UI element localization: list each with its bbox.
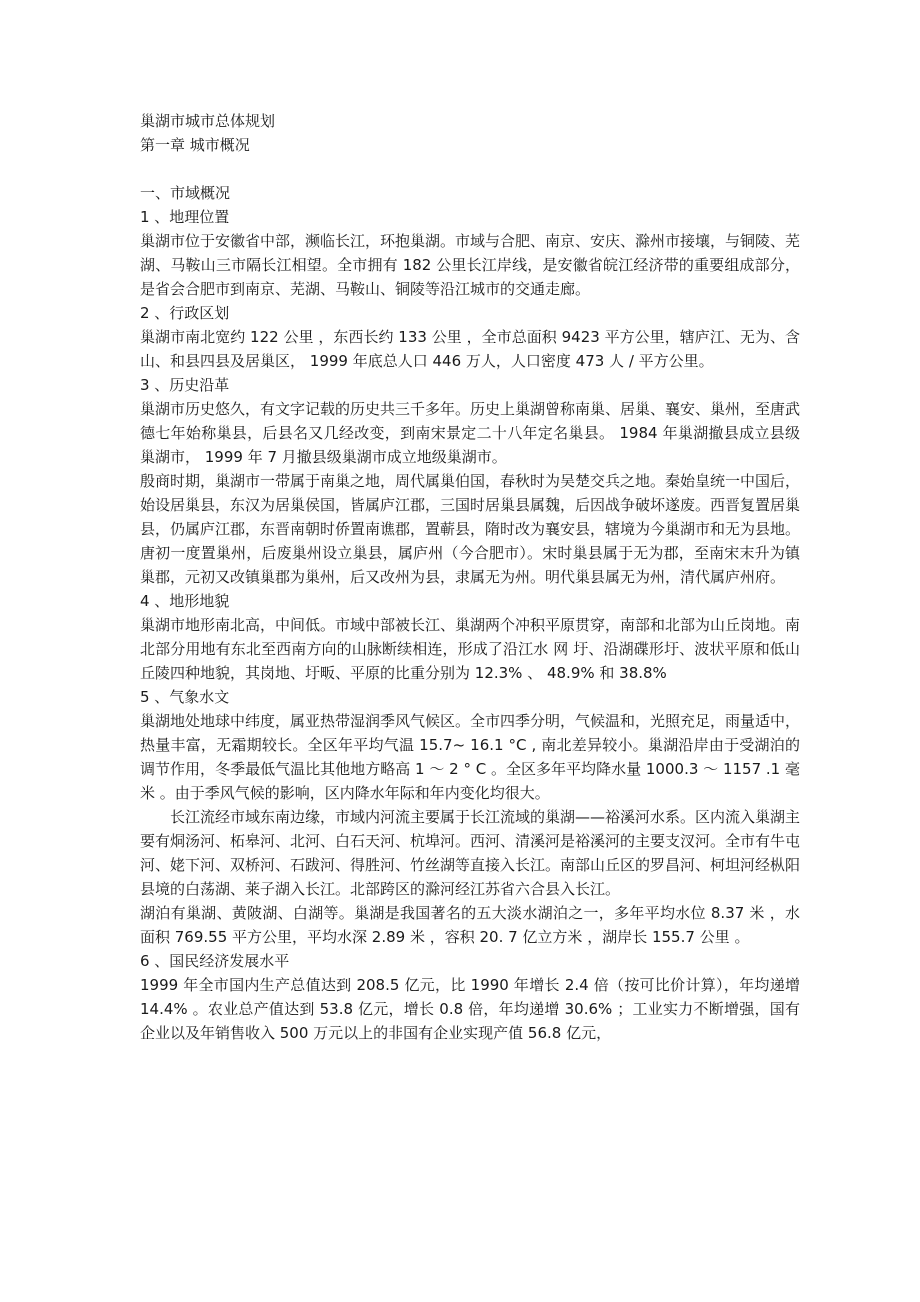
paragraph: 巢湖市位于安徽省中部，濒临长江，环抱巢湖。市域与合肥、南京、安庆、滁州市接壤，与铜陵、芜湖、马鞍山三市隔长江相望。全市拥有 182 公里长江岸线，是安徽省皖江经济带的重要组成部分，是省会合肥市到南京、芜湖、马鞍山、铜陵等沿江城市的交通走廊。 (140, 232, 801, 298)
chapter-heading: 第一章 城市概况 (140, 136, 250, 154)
section-climate-hydrology (140, 685, 800, 949)
document-title: 巢湖市城市总体规划 (140, 112, 276, 130)
section-terrain (140, 589, 800, 685)
item-heading: 1 、地理位置 (140, 208, 230, 226)
blank-line (140, 157, 800, 181)
paragraph: 巢湖市地形南北高，中间低。市域中部被长江、巢湖两个冲积平原贯穿，南部和北部为山丘岗地。南北部分用地有东北至西南方向的山脉断续相连，形成了沿江水 网 圩、沿湖碟形圩、波状平原和低山丘陵四种地貌，其岗地、圩畈、平原的比重分别为 12.3% 、 48.9% 和 38.8% (140, 616, 801, 682)
paragraph: 巢湖市南北宽约 122 公里 ，东西长约 133 公里 ，全市总面积 9423 平方公里，辖庐江、无为、含山、和县四县及居巢区， 1999 年底总人口 446 万人，人口密度 473 人 / 平方公里。 (140, 328, 800, 370)
section-location (140, 205, 800, 301)
section-heading: 一、市域概况 (140, 184, 231, 202)
paragraph: 殷商时期，巢湖市一带属于南巢之地，周代属巢伯国，春秋时为吴楚交兵之地。秦始皇统一中国后，始设居巢县，东汉为居巢侯国，皆属庐江郡，三国时居巢县属魏，后因战争破坏遂废。西晋复置居巢县，仍属庐江郡，东晋南朝时侨置南谯郡，置蕲县，隋时改为襄安县，辖境为今巢湖市和无为县地。唐初一度置巢州，后废巢州设立巢县，属庐州（今合肥市）。宋时巢县属于无为郡，至南宋末升为镇巢郡，元初又改镇巢郡为巢州，后又改州为县，隶属无为州。明代巢县属无为州，清代属庐州府。 (140, 472, 801, 586)
paragraph: 巢湖市历史悠久，有文字记载的历史共三千多年。历史上巢湖曾称南巢、居巢、襄安、巢州，至唐武德七年始称巢县，后县名又几经改变，到南宋景定二十八年定名巢县。 1984 年巢湖撤县成立县级巢湖市， 1999 年 7 月撤县级巢湖市成立地级巢湖市。 (140, 400, 801, 466)
section-economy (140, 949, 800, 1045)
section-administration (140, 301, 800, 373)
item-heading: 6 、国民经济发展水平 (140, 952, 290, 970)
paragraph: 巢湖地处地球中纬度，属亚热带湿润季风气候区。全市四季分明，气候温和，光照充足，雨量适中，热量丰富，无霜期较长。全区年平均气温 15.7~ 16.1 °C , 南北差异较小。巢湖沿岸由于受湖泊的调节作用，冬季最低气温比其他地方略高 1 ～ 2 ° C 。全区多年平均降水量 1000.3 ～ 1157 .1 毫米 。由于季风气候的影响，区内降水年际和年内变化均很大。 (140, 712, 801, 802)
paragraph: 1999 年全市国内生产总值达到 208.5 亿元，比 1990 年增长 2.4 倍（按可比价计算），年均递增 14.4% 。农业总产值达到 53.8 亿元，增长 0.8 倍，年均递增 30.6% ；工业实力不断增强，国有企业以及年销售收入 500 万元以上的非国有企业实现产值 56.8 亿元， (140, 976, 800, 1042)
item-heading: 4 、地形地貌 (140, 592, 230, 610)
item-heading: 2 、行政区划 (140, 304, 230, 322)
paragraph: 长江流经市域东南边缘，市域内河流主要属于长江流域的巢湖——裕溪河水系。区内流入巢湖主要有烔汤河、柘皋河、北河、白石天河、杭埠河。西河、清溪河是裕溪河的主要支汊河。全市有牛屯河、姥下河、双桥河、石跋河、得胜河、竹丝湖等直接入长江。南部山丘区的罗昌河、柯坦河经枞阳县境的白荡湖、莱子湖入长江。北部跨区的滁河经江苏省六合县入长江。 (140, 808, 801, 898)
item-heading: 5 、气象水文 (140, 688, 230, 706)
section-history (140, 373, 800, 589)
item-heading: 3 、历史沿革 (140, 376, 230, 394)
document-page (140, 109, 800, 1045)
paragraph: 湖泊有巢湖、黄陂湖、白湖等。巢湖是我国著名的五大淡水湖泊之一，多年平均水位 8.37 米 ，水面积 769.55 平方公里，平均水深 2.89 米 ，容积 20. 7 亿立方米 ，湖岸长 155.7 公里 。 (140, 904, 800, 946)
